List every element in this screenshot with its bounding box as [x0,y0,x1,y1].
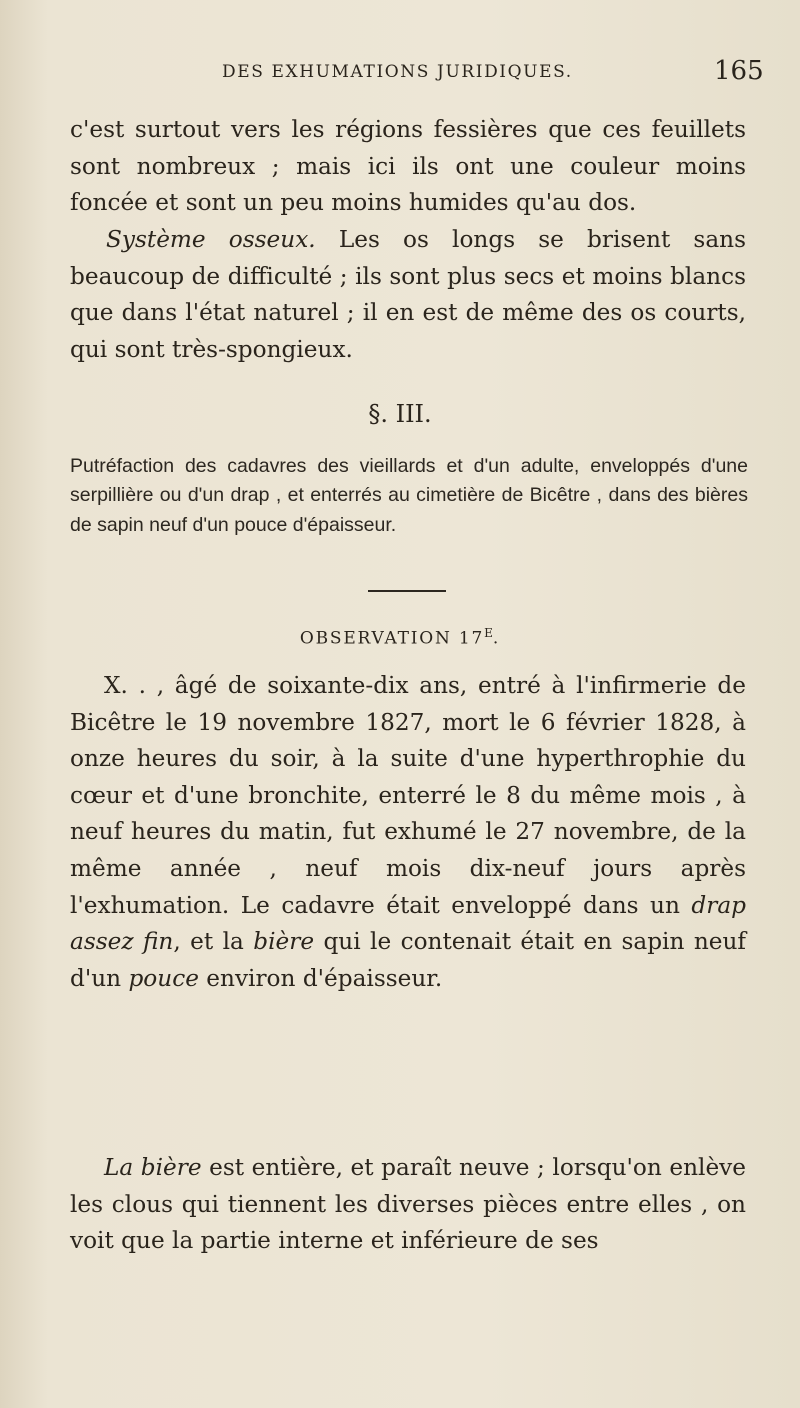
section-number: §. III. [368,400,432,428]
paragraph-3-part-4: environ d'épaisseur. [198,964,443,992]
paragraph-2-text: Les os longs se brisent sans beaucoup de difficulté ; ils sont plus secs et moins blancs que dans l'état naturel ; il en est de même des os courts, qui sont très-spongieux. [70,226,746,363]
paragraph-4-text: est entière, et paraît neuve ; lorsqu'on enlève les clous qui tiennent les diverses pièces entre elles , on voit que la partie interne et inférieure de ses [70,1154,746,1255]
page-number: 165 [714,56,764,86]
paragraph-3 [70,668,746,997]
paragraph-1: c'est surtout vers les régions fessières que ces feuillets sont nombreux ; mais ici ils ont une couleur moins foncée et sont un peu moins humides qu'au dos. [70,116,746,217]
section-summary: Putréfaction des cadavres des vieillards et d'un adulte, enveloppés d'une serpillière ou d'un drap , et enterrés au cimetière de Bicêtre , dans des bières de sapin neuf d'un pouce d'épaisseur. [70,455,748,536]
paragraph-4-italic-1: La bière [104,1154,202,1181]
paragraph-3-part-1: X. . , âgé de soixante-dix ans, entré à l'infirmerie de Bicêtre le 19 novembre 1827, mort le 6 février 1828, à onze heures du soir, à la suite d'une hyperthrophie du cœur et d'une bronchite, enterré le 8 du même mois , à neuf heures du matin, fut exhumé le 27 novembre, de la même année , neuf mois dix-neuf jours après l'exhumation. Le cadavre était enveloppé dans un [70,672,746,919]
paragraph-3-italic-3: pouce [128,964,199,992]
observation-title-end: . [492,628,501,649]
observation-title-suffix: E [484,626,493,640]
paragraph-3-italic-1: drap assez fin [70,891,746,956]
page-header [0,56,800,102]
paragraph-2 [70,222,746,368]
paragraph-3-part-2: , et la [173,928,254,956]
paragraph-2-heading: Système osseux. [106,226,316,253]
divider-rule [368,590,446,592]
observation-title [0,626,800,649]
paragraph-4 [70,1150,746,1260]
paragraph-3-part-3: qui le contenait était en sapin neuf d'un [70,928,746,992]
observation-title-text: OBSERVATION 17 [299,628,485,649]
paragraph-3-italic-2: bière [253,928,315,956]
running-head: DES EXHUMATIONS JURIDIQUES. [222,62,573,82]
